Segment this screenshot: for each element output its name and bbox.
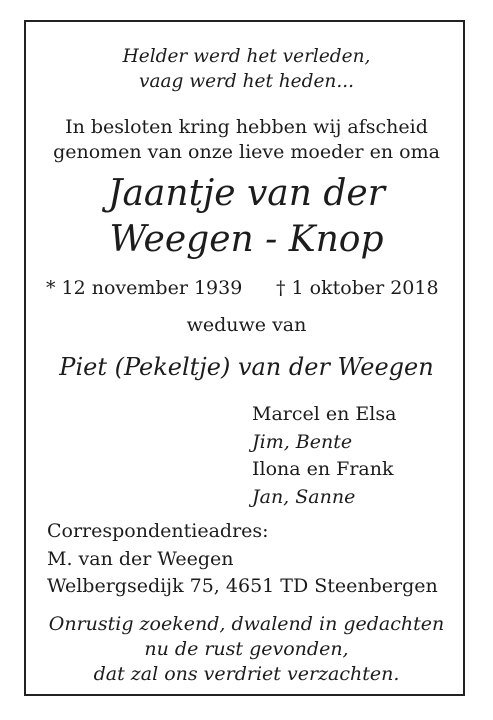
opening-verse-line-1: Helder werd het verleden, bbox=[122, 46, 371, 67]
correspondence-name: M. van der Weegen bbox=[47, 547, 234, 570]
spouse-name: Piet (Pekeltje) van der Weegen bbox=[59, 353, 434, 381]
closing-verse-line-1: Onrustig zoekend, dwalend in gedachten bbox=[48, 613, 445, 635]
grandchildren: Jan, Sanne bbox=[252, 485, 356, 508]
deceased-name-line-2: Weegen - Knop bbox=[109, 219, 384, 260]
intro-line-1: In besloten kring hebben wij afscheid bbox=[65, 116, 428, 138]
family-list bbox=[252, 401, 396, 511]
correspondence-address: Welbergsedijk 75, 4651 TD Steenbergen bbox=[47, 575, 438, 597]
deceased-name-line-1: Jaantje van der bbox=[108, 173, 385, 214]
correspondence-block bbox=[47, 518, 438, 601]
correspondence-heading: Correspondentieadres: bbox=[47, 520, 269, 542]
intro-line-2: genomen van onze lieve moeder en oma bbox=[53, 141, 440, 163]
opening-verse-line-2: vaag werd het heden... bbox=[139, 71, 354, 92]
birth-date: * 12 november 1939 bbox=[46, 277, 243, 299]
closing-verse-line-2: nu de rust gevonden, bbox=[144, 638, 349, 660]
widow-label: weduwe van bbox=[186, 314, 307, 336]
family-member: Ilona en Frank bbox=[252, 458, 394, 480]
closing-verse-line-3: dat zal ons verdriet verzachten. bbox=[93, 663, 400, 685]
family-member: Marcel en Elsa bbox=[252, 403, 397, 425]
death-date: † 1 oktober 2018 bbox=[276, 277, 439, 299]
grandchildren: Jim, Bente bbox=[252, 430, 353, 453]
